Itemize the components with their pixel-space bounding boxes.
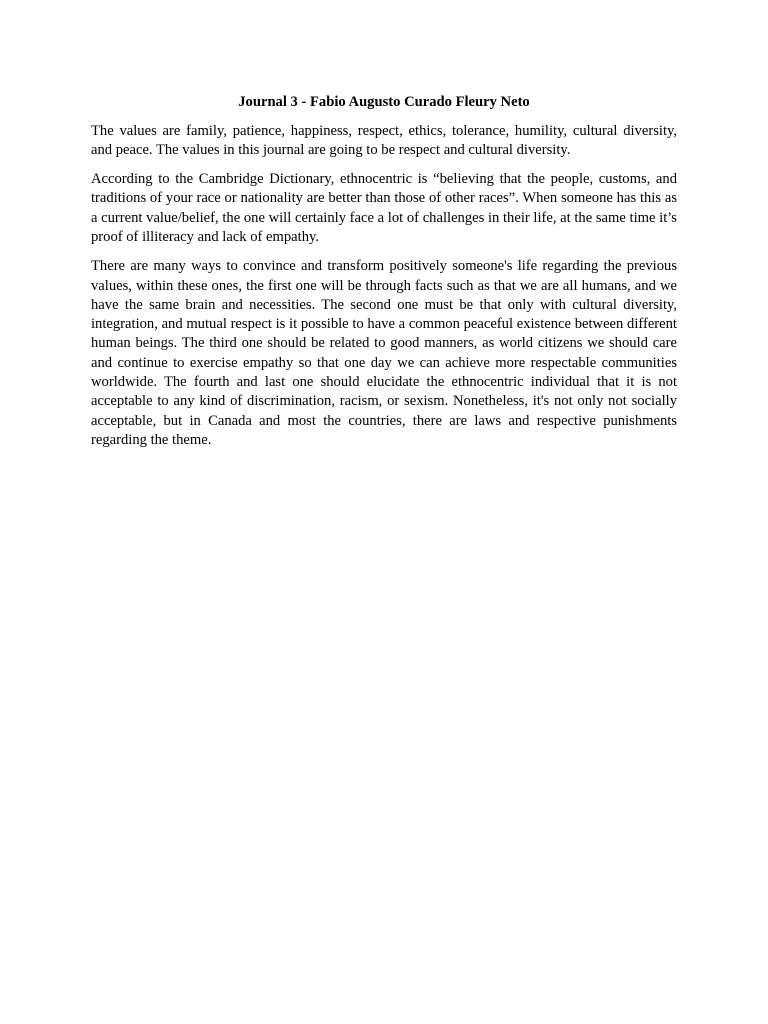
paragraph-ways-to-transform: There are many ways to convince and transform positively someone's life regarding the previous values, within these ones, the first one will be through facts such as that we are all humans, and we have the same brain and necessities. The second one must be that only with cultural diversity, integration, and mutual respect is it possible to have a common peaceful existence between different human beings. The third one should be related to good manners, as world citizens we should care and continue to exercise empathy so that one day we can achieve more respectable communities worldwide. The fourth and last one should elucidate the ethnocentric individual that it is not acceptable to any kind of discrimination, racism, or sexism. Nonetheless, it's not only not socially acceptable, but in Canada and most the countries, there are laws and respective punishments regarding the theme. [91,258,677,448]
paragraph-values: The values are family, patience, happiness, respect, ethics, tolerance, humility, cultural diversity, and peace. The values in this journal are going to be respect and cultural diversity. [91,122,677,158]
document-title: Journal 3 - Fabio Augusto Curado Fleury Neto [238,94,530,110]
paragraph-ethnocentric-definition: According to the Cambridge Dictionary, ethnocentric is “believing that the people, customs, and traditions of your race or nationality are better than those of other races”. When someone has this as a current value/belief, the one will certainly face a lot of challenges in their life, at the same time it’s proof of illiteracy and lack of empathy. [91,171,677,245]
